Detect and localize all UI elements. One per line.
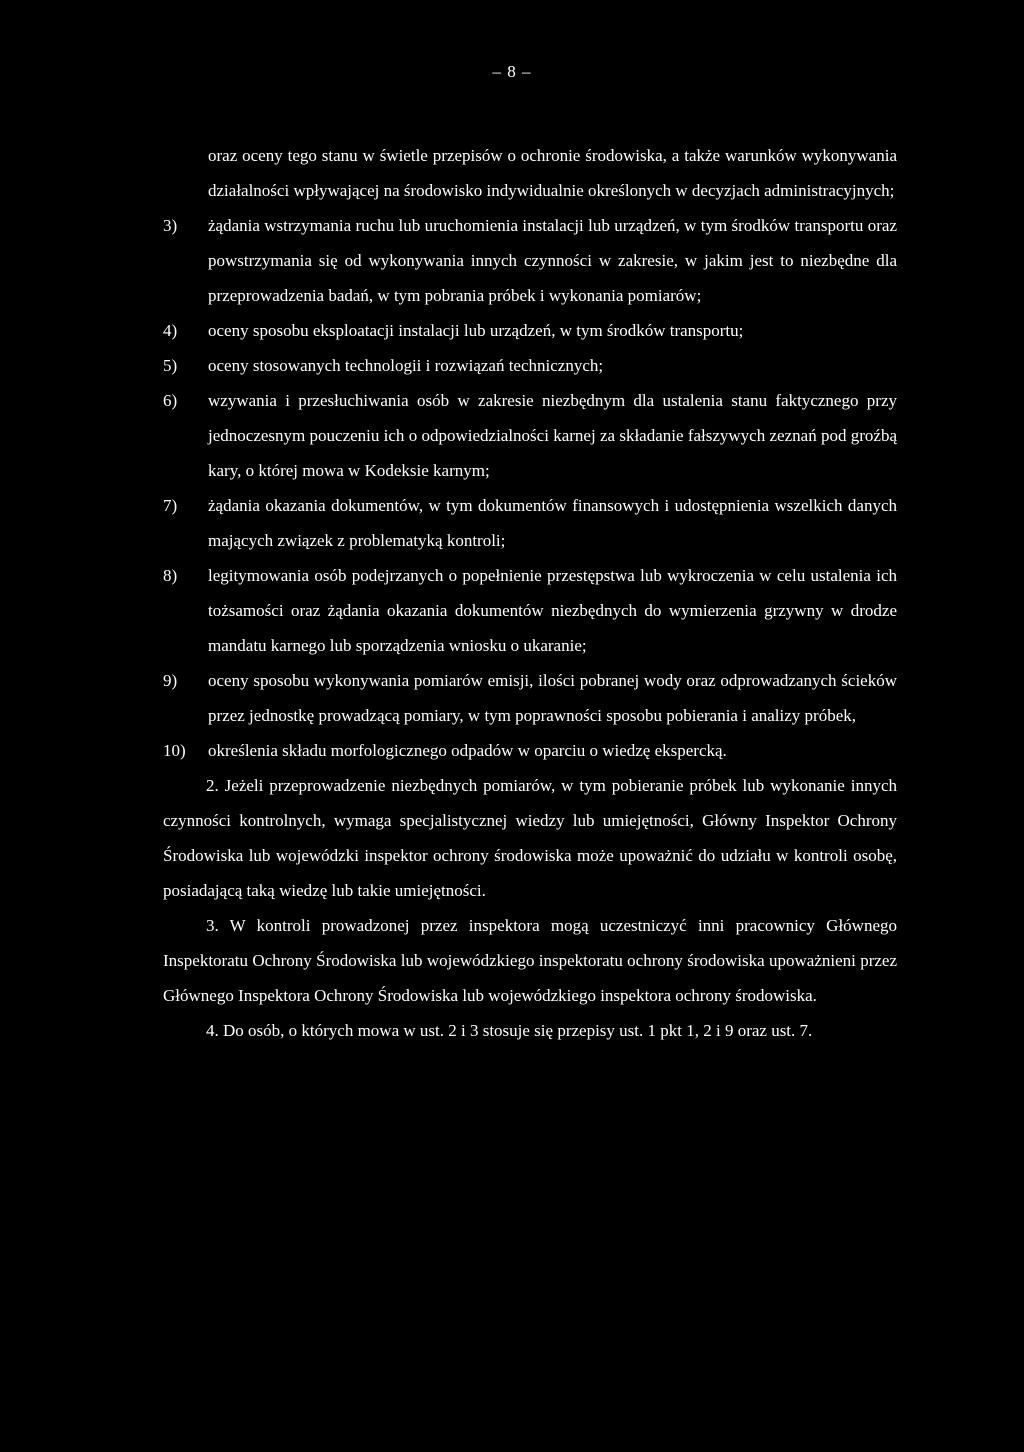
list-item-number: 4)	[163, 321, 178, 340]
list-item-7	[163, 488, 897, 558]
list-item-9	[163, 663, 897, 733]
list-item-4	[163, 313, 897, 348]
list-item-number: 10)	[163, 741, 186, 760]
list-item-3	[163, 208, 897, 313]
list-item-text: żądania okazania dokumentów, w tym dokumentów finansowych i udostępnienia wszelkich danych mających związek z problematyką kontroli;	[208, 496, 897, 550]
document-body	[163, 138, 897, 1048]
list-item-number: 5)	[163, 356, 178, 375]
list-item-number: 7)	[163, 496, 178, 515]
list-item-text: oceny sposobu wykonywania pomiarów emisji, ilości pobranej wody oraz odprowadzanych ścieków przez jednostkę prowadzącą pomiary, w tym poprawności sposobu pobierania i analizy próbek,	[208, 671, 897, 725]
list-item-text: wzywania i przesłuchiwania osób w zakresie niezbędnym dla ustalenia stanu faktycznego przy jednoczesnym pouczeniu ich o odpowiedzialności karnej za składanie fałszywych zeznań pod groźbą kary, o której mowa w Kodeksie karnym;	[208, 391, 897, 480]
list-item-5	[163, 348, 897, 383]
list-item-text: żądania wstrzymania ruchu lub uruchomienia instalacji lub urządzeń, w tym środków transportu oraz powstrzymania się od wykonywania innych czynności w zakresie, w jakim jest to niezbędne dla przeprowadzenia badań, w tym pobrania próbek i wykonania pomiarów;	[208, 216, 897, 305]
list-item-text: oceny stosowanych technologii i rozwiązań technicznych;	[208, 356, 604, 375]
paragraph-2: 2. Jeżeli przeprowadzenie niezbędnych pomiarów, w tym pobieranie próbek lub wykonanie innych czynności kontrolnych, wymaga specjalistycznej wiedzy lub umiejętności, Główny Inspektor Ochrony Środowiska lub wojewódzki inspektor ochrony środowiska może upoważnić do udziału w kontroli osobę, posiadającą taką wiedzę lub takie umiejętności.	[163, 776, 897, 900]
list-item-text: oceny sposobu eksploatacji instalacji lub urządzeń, w tym środków transportu;	[208, 321, 744, 340]
list-item-text: legitymowania osób podejrzanych o popełnienie przestępstwa lub wykroczenia w celu ustalenia ich tożsamości oraz żądania okazania dokumentów niezbędnych do wymierzenia grzywny w drodze mandatu karnego lub sporządzenia wniosku o ukaranie;	[208, 566, 897, 655]
paragraph-4: 4. Do osób, o których mowa w ust. 2 i 3 stosuje się przepisy ust. 1 pkt 1, 2 i 9 oraz ust. 7.	[206, 1021, 813, 1040]
paragraph-3: 3. W kontroli prowadzonej przez inspektora mogą uczestniczyć inni pracownicy Głównego Inspektoratu Ochrony Środowiska lub wojewódzkiego inspektoratu ochrony środowiska upoważnieni przez Głównego Inspektora Ochrony Środowiska lub wojewódzkiego inspektora ochrony środowiska.	[163, 916, 897, 1005]
list-item-8	[163, 558, 897, 663]
page-number: – 8 –	[492, 62, 532, 81]
list-item-number: 9)	[163, 671, 178, 690]
list-item-number: 3)	[163, 216, 178, 235]
list-item-6	[163, 383, 897, 488]
list-item-text: oraz oceny tego stanu w świetle przepisów o ochronie środowiska, a także warunków wykonywania działalności wpływającej na środowisko indywidualnie określonych w decyzjach administracyjnych;	[208, 146, 897, 200]
list-item-number: 8)	[163, 566, 178, 585]
list-item-continuation	[163, 138, 897, 208]
list-item-number: 6)	[163, 391, 178, 410]
list-item-10	[163, 733, 897, 768]
list-item-text: określenia składu morfologicznego odpadów w oparciu o wiedzę ekspercką.	[208, 741, 727, 760]
